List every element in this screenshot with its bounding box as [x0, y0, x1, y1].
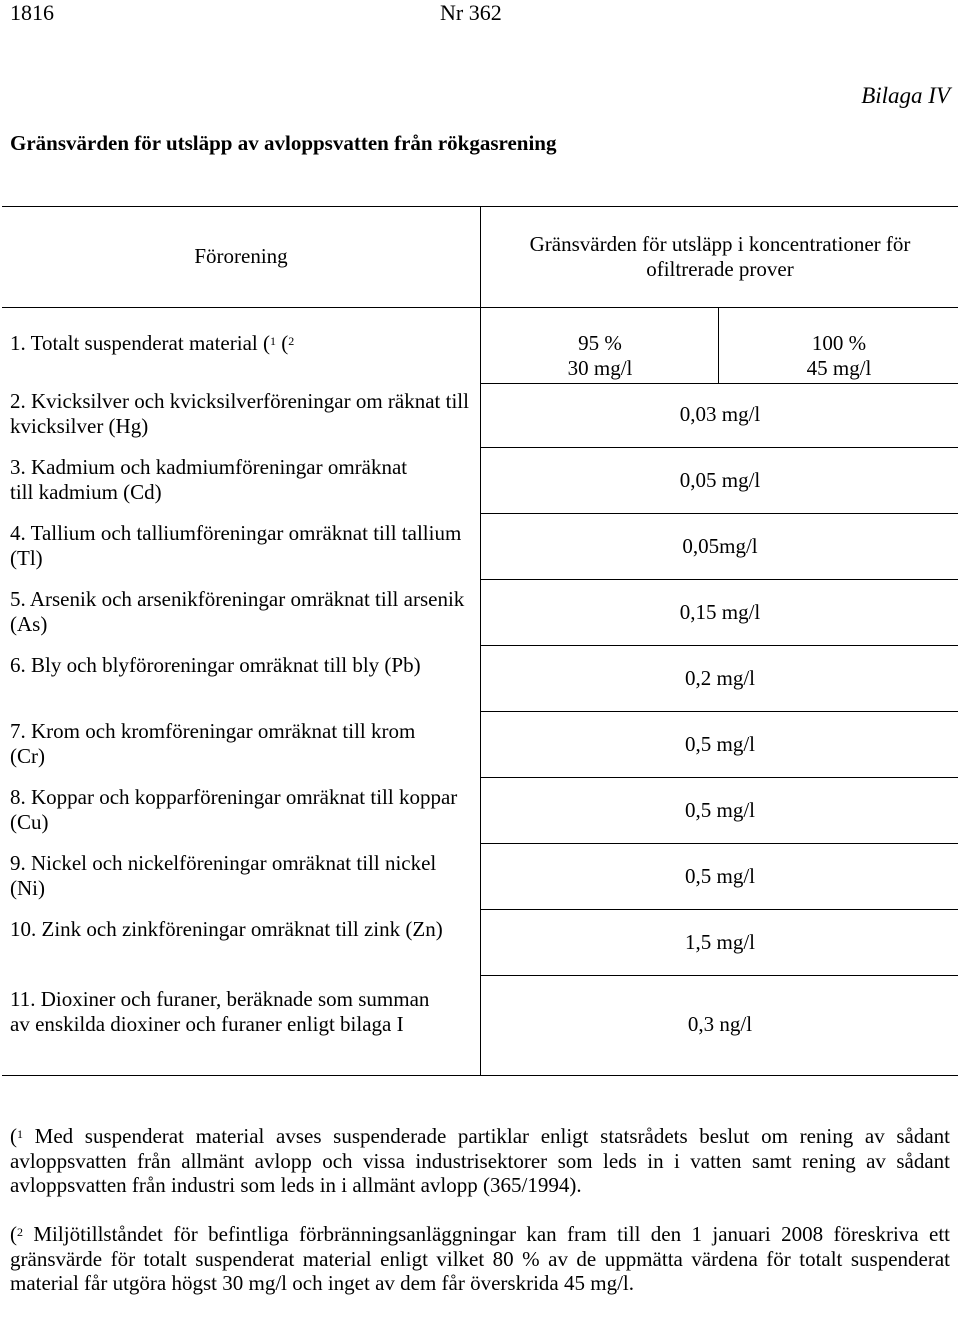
- row-rule: [480, 513, 958, 514]
- row-label: 11. Dioxiner och furaner, beräknade som summan av enskilda dioxiner och furaner enligt bilaga I: [10, 987, 430, 1036]
- row-value: 0,5 mg/l: [684, 732, 755, 756]
- footnote-mark: 2: [17, 1225, 23, 1239]
- annex-label: Bilaga IV: [861, 83, 950, 108]
- row-rule: [480, 975, 958, 976]
- column-divider: [480, 206, 481, 1076]
- row-label: 7. Krom och kromföreningar omräknat till krom (Cr): [10, 719, 416, 768]
- table-top-rule: [2, 206, 958, 207]
- row-rule: [480, 843, 958, 844]
- column-header-pollutant: Förorening: [194, 244, 288, 268]
- row-rule: [480, 777, 958, 778]
- row-rule: [480, 645, 958, 646]
- row-label: 4. Tallium och talliumföreningar omräknat till tallium (Tl): [10, 521, 462, 570]
- percent-divider: [718, 308, 719, 384]
- footnote-2: ($^2$ Miljötillståndet för befintliga förbränningsanläggningar kan fram till den 1 januari 2008 föreskriva ett gränsvärde för totalt suspenderat material enligt vilket 80 % av de uppmätta värdena för totalt suspenderat material får utgöra högst 30 mg/l och inget av dem får överskrida 45 mg/l.: [10, 1222, 950, 1295]
- row-rule: [480, 909, 958, 910]
- footnote-1: ($^1$ Med suspenderat material avses suspenderade partiklar enligt statsrådets beslut om rening av sådant avloppsvatten från allmänt avlopp och vissa industrisektorer som leds in i vatten samt rening av sådant avloppsvatten från industri som leds in i allmänt avlopp (365/1994).: [10, 1124, 950, 1197]
- table-bottom-rule: [2, 1075, 958, 1076]
- row-label: 2. Kvicksilver och kvicksilverföreningar om räknat till kvicksilver (Hg): [10, 389, 469, 438]
- row-label: 9. Nickel och nickelföreningar omräknat till nickel (Ni): [10, 851, 437, 900]
- row-label: 6. Bly och blyföroreningar omräknat till bly (Pb): [10, 653, 421, 677]
- row-value: 0,05mg/l: [682, 534, 758, 558]
- document-title: Gränsvärden för utsläpp av avloppsvatten från rökgasrening: [10, 131, 557, 155]
- header-rule: [2, 307, 958, 308]
- value-95-percent: 95 % 30 mg/l: [567, 331, 633, 380]
- row-value: 0,05 mg/l: [679, 468, 761, 492]
- footnote-mark: 1: [17, 1127, 23, 1141]
- row-value: 0,3 ng/l: [687, 1012, 753, 1036]
- row-label: 3. Kadmium och kadmiumföreningar omräknat till kadmium (Cd): [10, 455, 408, 504]
- column-header-limits: Gränsvärden för utsläpp i koncentrationer för ofiltrerade prover: [529, 232, 911, 281]
- row-rule: [480, 447, 958, 448]
- footnote-ref: 2: [288, 334, 295, 348]
- row-label: 5. Arsenik och arsenikföreningar omräknat till arsenik (As): [10, 587, 465, 636]
- row-value: 0,5 mg/l: [684, 864, 755, 888]
- row-value: 0,03 mg/l: [679, 402, 761, 426]
- row-rule: [480, 579, 958, 580]
- row-label: 1. Totalt suspenderat material ($^1$ ($^2$: [10, 331, 295, 355]
- row-value: 1,5 mg/l: [684, 930, 755, 954]
- row-label: 8. Koppar och kopparföreningar omräknat till koppar (Cu): [10, 785, 458, 834]
- footnote-ref: 1: [269, 334, 276, 348]
- row-label: 10. Zink och zinkföreningar omräknat till zink (Zn): [10, 917, 443, 941]
- row-value: 0,5 mg/l: [684, 798, 755, 822]
- row-value: 0,2 mg/l: [684, 666, 755, 690]
- value-100-percent: 100 % 45 mg/l: [806, 331, 872, 380]
- page-number: 1816: [10, 0, 54, 25]
- law-number: Nr 362: [440, 0, 502, 25]
- row-value: 0,15 mg/l: [679, 600, 761, 624]
- row-rule: [480, 383, 958, 384]
- row-rule: [480, 711, 958, 712]
